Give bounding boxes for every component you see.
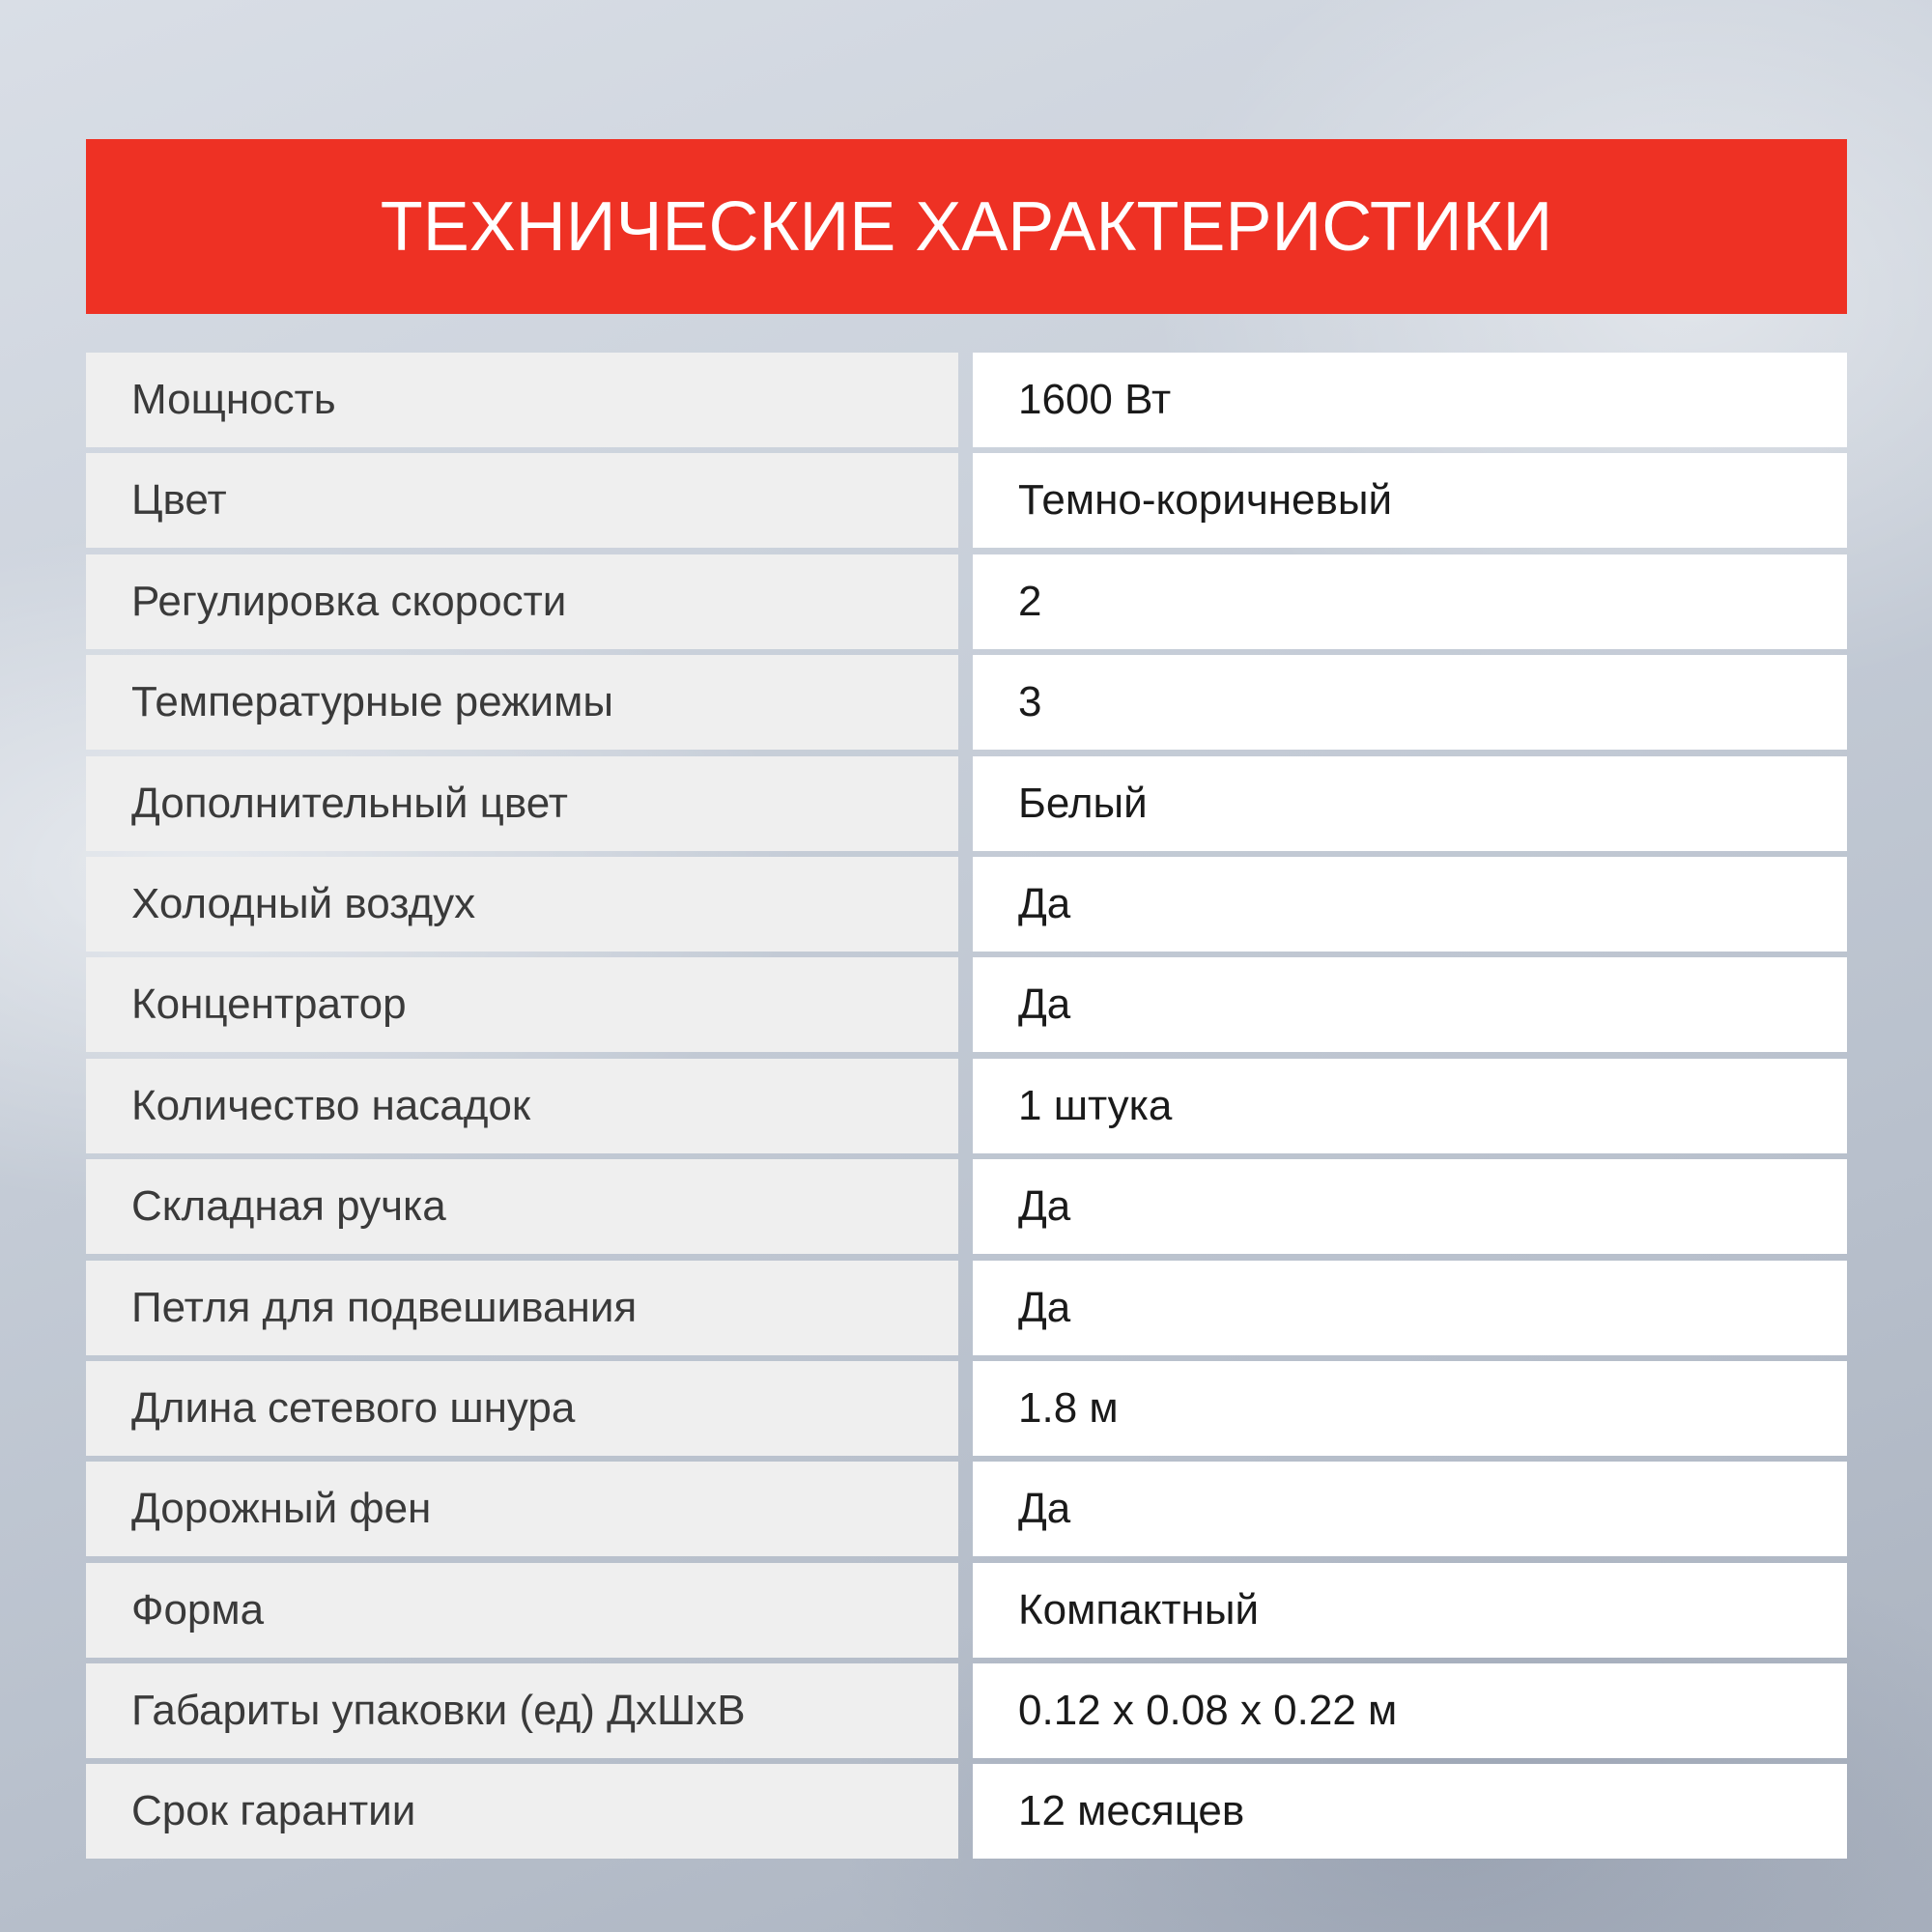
spec-value: Да [973, 857, 1847, 952]
spec-label: Петля для подвешивания [86, 1261, 958, 1355]
spec-label: Температурные режимы [86, 655, 958, 750]
spec-value: Да [973, 1159, 1847, 1254]
header-banner [86, 139, 1847, 314]
spec-label: Мощность [86, 353, 958, 447]
table-row [86, 1261, 1847, 1355]
spec-label: Концентратор [86, 957, 958, 1052]
spec-value: Компактный [973, 1563, 1847, 1658]
specs-table [86, 353, 1847, 1865]
spec-value: 1.8 м [973, 1361, 1847, 1456]
table-row [86, 1764, 1847, 1859]
table-row [86, 554, 1847, 649]
spec-value: 1600 Вт [973, 353, 1847, 447]
table-row [86, 1059, 1847, 1153]
table-row [86, 1663, 1847, 1758]
spec-label: Складная ручка [86, 1159, 958, 1254]
table-row [86, 453, 1847, 548]
spec-label: Холодный воздух [86, 857, 958, 952]
table-row [86, 857, 1847, 952]
table-row [86, 957, 1847, 1052]
spec-label: Форма [86, 1563, 958, 1658]
table-row [86, 1159, 1847, 1254]
table-row [86, 1462, 1847, 1556]
table-row [86, 1563, 1847, 1658]
spec-value: Да [973, 957, 1847, 1052]
spec-label: Длина сетевого шнура [86, 1361, 958, 1456]
table-row [86, 1361, 1847, 1456]
spec-value: 0.12 x 0.08 x 0.22 м [973, 1663, 1847, 1758]
spec-value: 3 [973, 655, 1847, 750]
spec-value: 2 [973, 554, 1847, 649]
table-row [86, 756, 1847, 851]
spec-label: Дополнительный цвет [86, 756, 958, 851]
spec-label: Габариты упаковки (ед) ДхШхВ [86, 1663, 958, 1758]
spec-value: Белый [973, 756, 1847, 851]
spec-value: Да [973, 1261, 1847, 1355]
spec-value: Темно-коричневый [973, 453, 1847, 548]
page-title: ТЕХНИЧЕСКИЕ ХАРАКТЕРИСТИКИ [380, 187, 1553, 266]
spec-value: 12 месяцев [973, 1764, 1847, 1859]
table-row [86, 655, 1847, 750]
spec-label: Регулировка скорости [86, 554, 958, 649]
table-row [86, 353, 1847, 447]
spec-label: Цвет [86, 453, 958, 548]
spec-value: Да [973, 1462, 1847, 1556]
spec-label: Срок гарантии [86, 1764, 958, 1859]
spec-label: Количество насадок [86, 1059, 958, 1153]
spec-value: 1 штука [973, 1059, 1847, 1153]
spec-label: Дорожный фен [86, 1462, 958, 1556]
